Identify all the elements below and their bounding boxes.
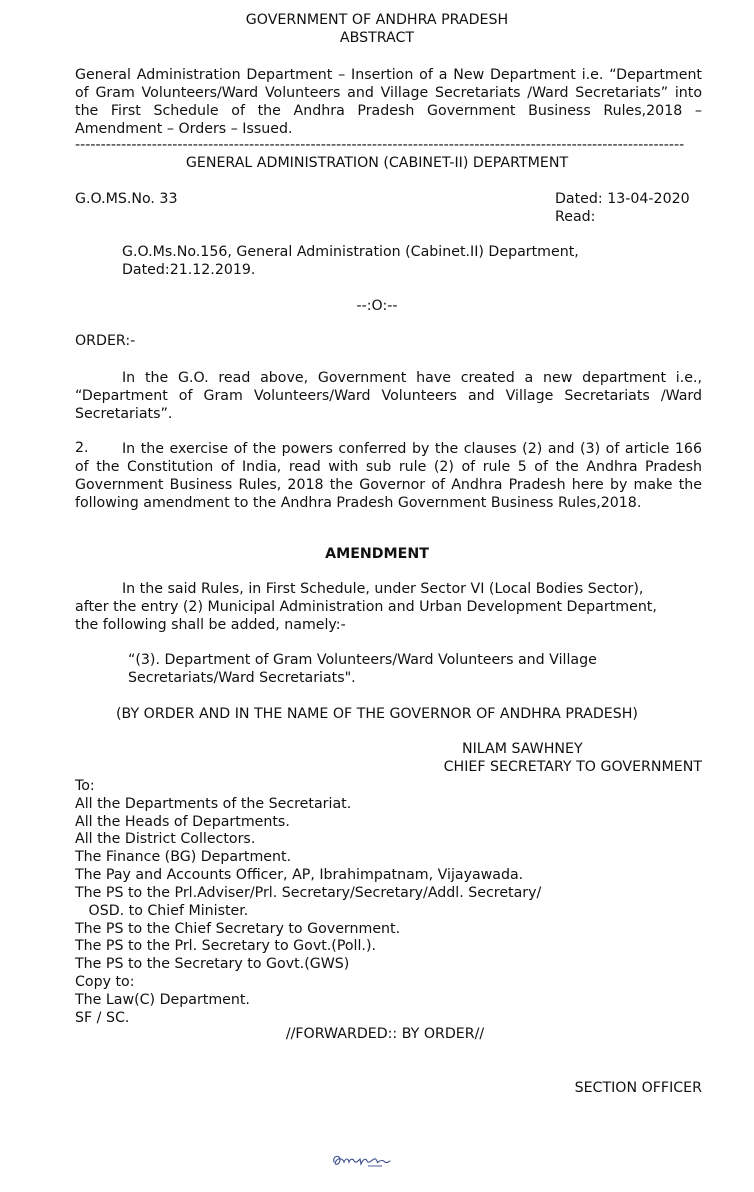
amendment-quote-line-2: Secretariats/Ward Secretariats". — [128, 670, 356, 686]
amendment-line-1: In the said Rules, in First Schedule, under Sector VI (Local Bodies Sector), — [122, 581, 644, 597]
list-item: The PS to the Chief Secretary to Government. — [75, 921, 401, 937]
by-order-line: (BY ORDER AND IN THE NAME OF THE GOVERNOR OF ANDHRA PRADESH) — [116, 706, 638, 722]
amendment-line-2: after the entry (2) Municipal Administration and Urban Development Department, — [75, 599, 657, 615]
reference-line-1: G.O.Ms.No.156, General Administration (Cabinet.II) Department, — [122, 244, 579, 260]
go-number: G.O.MS.No. 33 — [75, 191, 178, 207]
list-item: The Law(C) Department. — [75, 992, 250, 1008]
list-item: All the Departments of the Secretariat. — [75, 796, 352, 812]
go-date: Dated: 13-04-2020 — [555, 191, 690, 207]
header-abstract-title: ABSTRACT — [339, 30, 415, 46]
list-item: The PS to the Prl.Adviser/Prl. Secretary/Secretary/Addl. Secretary/ — [75, 885, 542, 901]
amendment-heading: AMENDMENT — [325, 546, 429, 562]
list-item: All the Heads of Departments. — [75, 814, 290, 830]
list-item: The PS to the Secretary to Govt.(GWS) — [75, 956, 350, 972]
list-item: The PS to the Prl. Secretary to Govt.(Poll.). — [75, 938, 376, 954]
signature-mark — [330, 1150, 392, 1176]
abstract-text: General Administration Department – Insertion of a New Department i.e. “Department of Gram Volunteers/Ward Volunteers and Village Secretariats /Ward Secretariats” into the First Schedule of the Andhra Pradesh Government Business Rules,2018 – Amendment – Orders – Issued. — [75, 67, 702, 137]
order-paragraph-2: In the exercise of the powers conferred by the clauses (2) and (3) of article 166 of the Constitution of India, read with sub rule (2) of rule 5 of the Andhra Pradesh Government Business Rules, 2018 the Governor of Andhra Pradesh here by make the following amendment to the Andhra Pradesh Government Business Rules,2018. — [75, 441, 702, 511]
order-paragraph-1: In the G.O. read above, Government have created a new department i.e., “Department of Gram Volunteers/Ward Volunteers and Village Secretariats /Ward Secretariats”. — [75, 370, 702, 422]
header-government-title: GOVERNMENT OF ANDHRA PRADESH — [245, 12, 509, 28]
dashed-divider: ----------------------------------------------------------------------------------------------------------------------- — [75, 138, 685, 152]
read-label: Read: — [555, 209, 596, 225]
list-item: SF / SC. — [75, 1010, 130, 1026]
forwarded-line: //FORWARDED:: BY ORDER// — [285, 1026, 485, 1042]
amendment-quote-line-1: “(3). Department of Gram Volunteers/Ward Volunteers and Village — [128, 652, 597, 668]
order-heading: ORDER:- — [75, 333, 136, 349]
reference-line-2: Dated:21.12.2019. — [122, 262, 256, 278]
department-heading: GENERAL ADMINISTRATION (CABINET-II) DEPARTMENT — [185, 155, 569, 171]
to-label: To: — [75, 778, 95, 794]
section-officer: SECTION OFFICER — [574, 1080, 702, 1096]
signatory-name: NILAM SAWHNEY — [462, 741, 583, 757]
section-separator: --:O:-- — [356, 298, 398, 314]
list-item: The Finance (BG) Department. — [75, 849, 292, 865]
list-item: All the District Collectors. — [75, 831, 256, 847]
copy-to-label: Copy to: — [75, 974, 135, 990]
paragraph-2-number: 2. — [75, 440, 89, 456]
list-item: The Pay and Accounts Officer, AP, Ibrahimpatnam, Vijayawada. — [75, 867, 524, 883]
list-item: OSD. to Chief Minister. — [75, 903, 249, 919]
signatory-title: CHIEF SECRETARY TO GOVERNMENT — [443, 759, 702, 775]
amendment-line-3: the following shall be added, namely:- — [75, 617, 346, 633]
